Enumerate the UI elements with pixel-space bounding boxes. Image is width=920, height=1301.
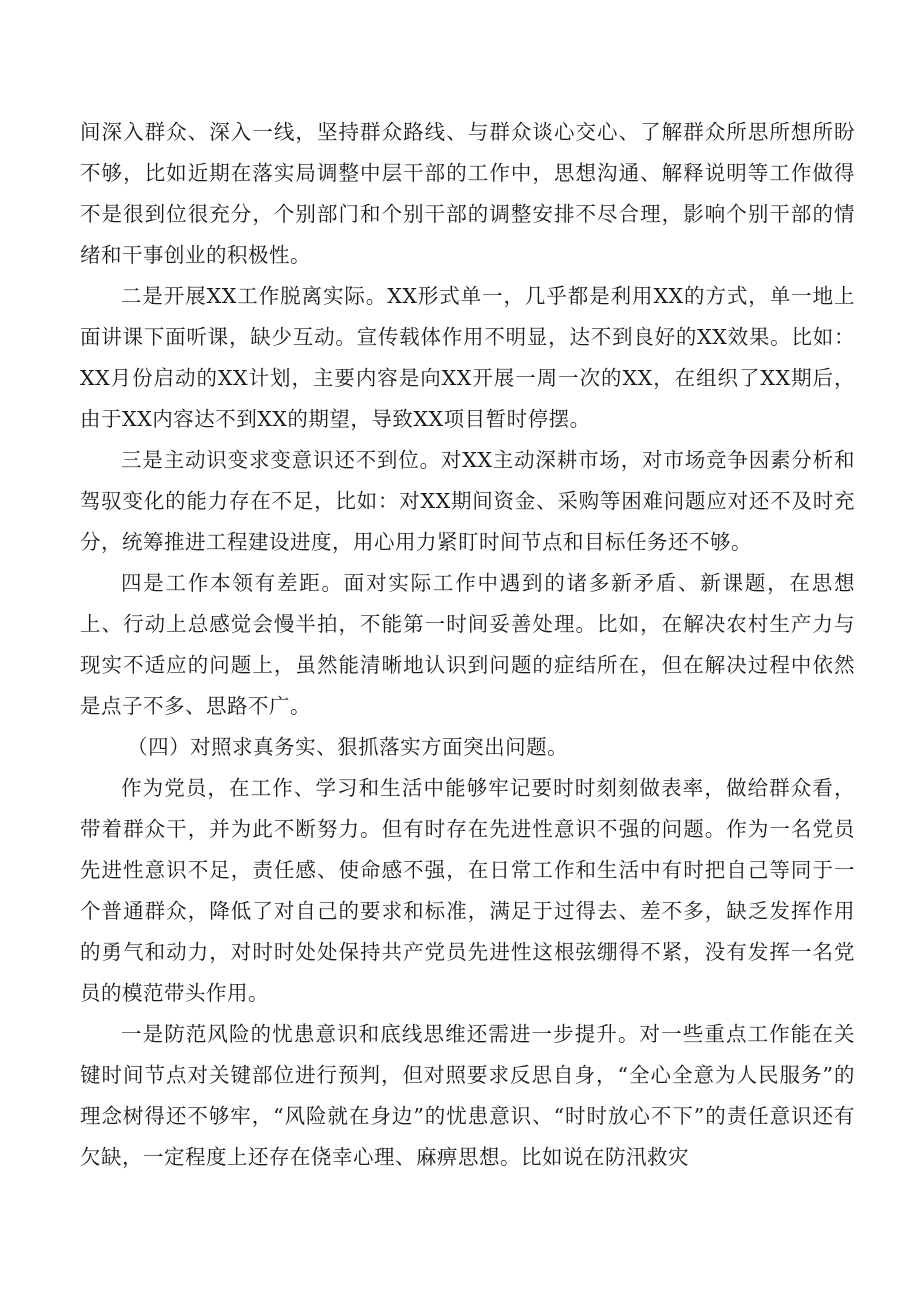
paragraph-party-member: 作为党员，在工作、学习和生活中能够牢记要时时刻刻做表率，做给群众看，带着群众干，并为此不断努力。但有时存在先进性意识不强的问题。作为一名党员先进性意识不足，责任感、使命感不强，在日常工作和生活中有时把自己等同于一个普通群众，降低了对自己的要求和标准，满足于过得去、差不多，缺乏发挥作用的勇气和动力，对时时处处保持共产党员先进性这根弦绷得不紧，没有发挥一名党员的模范带头作用。 [80, 776, 855, 1005]
paragraph-point-four: 四是工作本领有差距。面对实际工作中遇到的诸多新矛盾、新课题，在思想上、行动上总感觉会慢半拍，不能第一时间妥善处理。比如，在解决农村生产力与现实不适应的问题上，虽然能清晰地认识到问题的症结所在，但在解决过程中依然是点子不多、思路不广。 [80, 571, 855, 718]
paragraph-point-three: 三是主动识变求变意识还不到位。对XX主动深耕市场，对市场竞争因素分析和驾驭变化的能力存在不足，比如：对XX期间资金、采购等困难问题应对还不及时充分，统筹推进工程建设进度，用心用力紧盯时间节点和目标任务还不够。 [80, 448, 855, 554]
paragraph-point-two: 二是开展XX工作脱离实际。XX形式单一，几乎都是利用XX的方式，单一地上面讲课下面听课，缺少互动。宣传载体作用不明显，达不到良好的XX效果。比如：XX月份启动的XX计划，主要内容是向XX开展一周一次的XX，在组织了XX期后，由于XX内容达不到XX的期望，导致XX项目暂时停摆。 [80, 284, 855, 431]
paragraph-point-one-risk: 一是防范风险的忧患意识和底线思维还需进一步提升。对一些重点工作能在关键时间节点对关键部位进行预判，但对照要求反思自身，“全心全意为人民服务”的理念树得还不够牢，“风险就在身边”的忧患意识、“时时放心不下”的责任意识还有欠缺，一定程度上还存在侥幸心理、麻痹思想。比如说在防汛救灾 [80, 1022, 855, 1169]
section-heading-four: （四）对照求真务实、狠抓落实方面突出问题。 [127, 735, 569, 759]
paragraph-continuation: 间深入群众、深入一线，坚持群众路线、与群众谈心交心、了解群众所思所想所盼不够，比如近期在落实局调整中层干部的工作中，思想沟通、解释说明等工作做得不是很到位很充分，个别部门和个别干部的调整安排不尽合理，影响个别干部的情绪和干事创业的积极性。 [80, 120, 855, 267]
document-body [80, 112, 855, 1178]
